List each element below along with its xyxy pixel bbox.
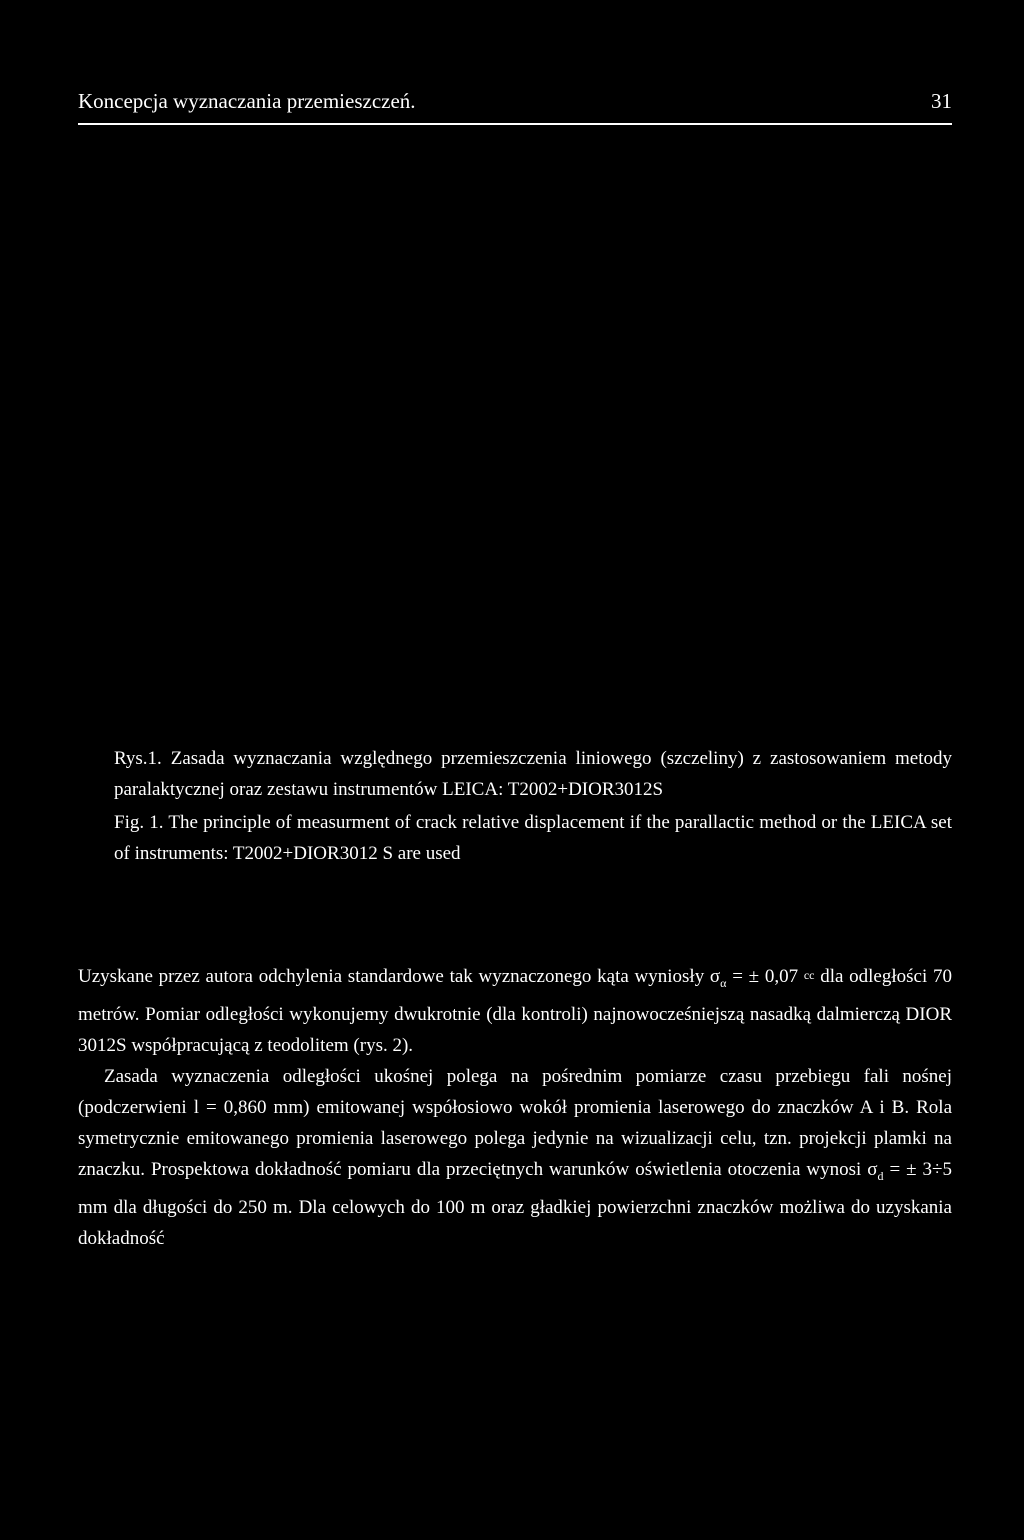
paragraph-1: [78, 961, 952, 1061]
paragraph-1-text-a: Uzyskane przez autora odchylenia standardowe tak wyznaczonego kąta wyniosły σ: [78, 966, 721, 987]
figure-caption: [114, 743, 952, 869]
page-number: 31: [931, 89, 952, 113]
paragraph-1-text-b: = ± 0,07: [726, 966, 804, 987]
paragraph-1-text-c: dla odległości 70 metrów. Pomiar odległości wykonujemy dwukrotnie (dla kontroli) najnowocześniejszą nasadką dalmierczą DIOR 3012S współpracującą z teodolitem (rys. 2).: [78, 966, 952, 1056]
cc-superscript: cc: [803, 968, 815, 982]
header-rule: [78, 123, 952, 125]
paragraph-2: [78, 1061, 952, 1254]
sigma-alpha-subscript: α: [720, 975, 727, 990]
running-header-title: Koncepcja wyznaczania przemieszczeń.: [78, 89, 416, 113]
running-header: [78, 86, 952, 116]
paragraph-2-text-b: = ± 3÷5 mm dla długości do 250 m. Dla celowych do 100 m oraz gładkiej powierzchni znaczków możliwa do uzyskania dokładność: [78, 1158, 952, 1249]
paragraph-2-text-a: Zasada wyznaczenia odległości ukośnej polega na pośrednim pomiarze czasu przebiegu fali nośnej (podczerwieni l = 0,860 mm) emitowanej współosiowo wokół promienia laserowego do znaczków A i B. Rola symetrycznie emitowanego promienia laserowego polega jedynie na wizualizacji celu, tzn. projekcji plamki na znaczku. Prospektowa dokładność pomiaru dla przeciętnych warunków oświetlenia otoczenia wynosi σ: [78, 1065, 952, 1180]
body-text: [78, 961, 952, 1254]
caption-polish: Rys.1. Zasada wyznaczania względnego przemieszczenia liniowego (szczeliny) z zastosowaniem metody paralaktycznej oraz zestawu instrumentów LEICA: T2002+DIOR3012S: [114, 748, 952, 800]
figure-placeholder: [78, 140, 952, 730]
sigma-d-subscript: d: [877, 1168, 884, 1183]
caption-english: Fig. 1. The principle of measurment of crack relative displacement if the parallactic method or the LEICA set of instruments: T2002+DIOR3012 S are used: [114, 812, 952, 864]
